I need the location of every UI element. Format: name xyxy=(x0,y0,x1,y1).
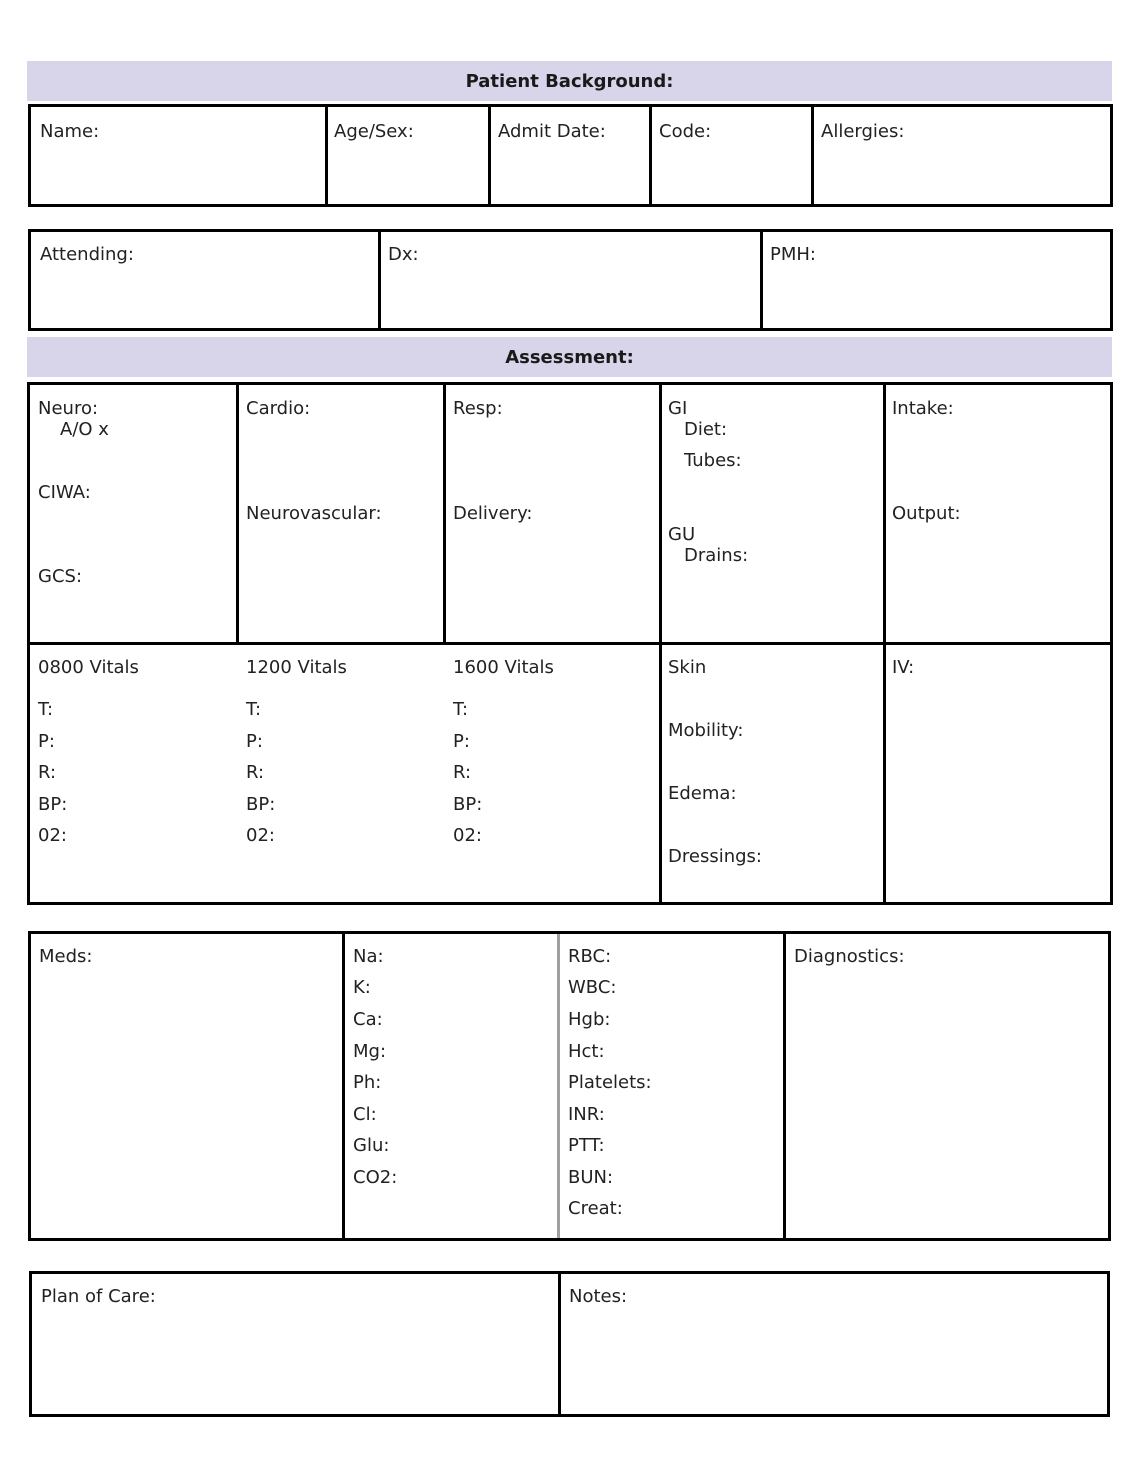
vitals-0800-temp[interactable]: T: xyxy=(38,699,54,720)
vitals-1600-title: 1600 Vitals xyxy=(453,657,554,678)
dx-field[interactable]: Dx: xyxy=(388,244,419,265)
vitals-1200-title: 1200 Vitals xyxy=(246,657,347,678)
pmh-field[interactable]: PMH: xyxy=(770,244,816,265)
lab-hgb[interactable]: Hgb: xyxy=(568,1009,611,1030)
diagnostics-label[interactable]: Diagnostics: xyxy=(794,946,905,967)
meds-label[interactable]: Meds: xyxy=(39,946,93,967)
name-field[interactable]: Name: xyxy=(40,121,100,142)
diet-label[interactable]: Diet: xyxy=(684,419,728,440)
vitals-0800-resp[interactable]: R: xyxy=(38,762,57,783)
assessment-grid xyxy=(27,382,1113,905)
lab-inr[interactable]: INR: xyxy=(568,1104,605,1125)
vitals-1600-temp[interactable]: T: xyxy=(453,699,469,720)
attending-row xyxy=(28,229,1113,331)
lab-na[interactable]: Na: xyxy=(353,946,384,967)
vitals-1600-pulse[interactable]: P: xyxy=(453,731,470,752)
code-field[interactable]: Code: xyxy=(659,121,712,142)
lab-ca[interactable]: Ca: xyxy=(353,1009,383,1030)
gu-label[interactable]: GU xyxy=(668,524,696,545)
gi-label[interactable]: GI xyxy=(668,398,688,419)
vitals-1200-o2[interactable]: 02: xyxy=(246,825,275,846)
vitals-1200-temp[interactable]: T: xyxy=(246,699,262,720)
neurovascular-label[interactable]: Neurovascular: xyxy=(246,503,382,524)
vitals-0800-pulse[interactable]: P: xyxy=(38,731,55,752)
lab-k[interactable]: K: xyxy=(353,977,371,998)
resp-label[interactable]: Resp: xyxy=(453,398,503,419)
iv-label[interactable]: IV: xyxy=(892,657,915,678)
vitals-1200-resp[interactable]: R: xyxy=(246,762,265,783)
lab-ptt[interactable]: PTT: xyxy=(568,1135,605,1156)
dressings-label[interactable]: Dressings: xyxy=(668,846,762,867)
age-sex-field[interactable]: Age/Sex: xyxy=(334,121,414,142)
intake-label[interactable]: Intake: xyxy=(892,398,954,419)
skin-label[interactable]: Skin xyxy=(668,657,707,678)
assessment-title: Assessment: xyxy=(505,346,634,368)
assessment-header xyxy=(27,337,1112,377)
vitals-1200-bp[interactable]: BP: xyxy=(246,794,276,815)
attending-field[interactable]: Attending: xyxy=(40,244,134,265)
lab-platelets[interactable]: Platelets: xyxy=(568,1072,652,1093)
neuro-label[interactable]: Neuro: xyxy=(38,398,99,419)
ao-label[interactable]: A/O x xyxy=(60,419,109,440)
ciwa-label[interactable]: CIWA: xyxy=(38,482,91,503)
patient-info-row xyxy=(28,104,1113,207)
vitals-0800-title: 0800 Vitals xyxy=(38,657,139,678)
delivery-label[interactable]: Delivery: xyxy=(453,503,533,524)
drains-label[interactable]: Drains: xyxy=(684,545,749,566)
gcs-label[interactable]: GCS: xyxy=(38,566,83,587)
cardio-label[interactable]: Cardio: xyxy=(246,398,311,419)
vitals-1200-pulse[interactable]: P: xyxy=(246,731,263,752)
edema-label[interactable]: Edema: xyxy=(668,783,737,804)
mobility-label[interactable]: Mobility: xyxy=(668,720,744,741)
lab-glu[interactable]: Glu: xyxy=(353,1135,390,1156)
lab-ph[interactable]: Ph: xyxy=(353,1072,382,1093)
tubes-label[interactable]: Tubes: xyxy=(684,450,742,471)
output-label[interactable]: Output: xyxy=(892,503,961,524)
lab-co2[interactable]: CO2: xyxy=(353,1167,398,1188)
patient-background-title: Patient Background: xyxy=(465,70,674,92)
meds-labs-grid xyxy=(28,931,1111,1241)
admit-date-field[interactable]: Admit Date: xyxy=(498,121,606,142)
notes-label[interactable]: Notes: xyxy=(569,1286,628,1307)
lab-hct[interactable]: Hct: xyxy=(568,1041,605,1062)
allergies-field[interactable]: Allergies: xyxy=(821,121,905,142)
lab-mg[interactable]: Mg: xyxy=(353,1041,387,1062)
lab-wbc[interactable]: WBC: xyxy=(568,977,617,998)
plan-of-care-label[interactable]: Plan of Care: xyxy=(41,1286,156,1307)
lab-cl[interactable]: Cl: xyxy=(353,1104,377,1125)
vitals-0800-bp[interactable]: BP: xyxy=(38,794,68,815)
plan-notes-row xyxy=(29,1271,1110,1417)
vitals-1600-o2[interactable]: 02: xyxy=(453,825,482,846)
patient-background-header xyxy=(27,61,1112,101)
vitals-1600-resp[interactable]: R: xyxy=(453,762,472,783)
vitals-1600-bp[interactable]: BP: xyxy=(453,794,483,815)
lab-creat[interactable]: Creat: xyxy=(568,1198,623,1219)
vitals-0800-o2[interactable]: 02: xyxy=(38,825,67,846)
lab-rbc[interactable]: RBC: xyxy=(568,946,612,967)
lab-bun[interactable]: BUN: xyxy=(568,1167,614,1188)
